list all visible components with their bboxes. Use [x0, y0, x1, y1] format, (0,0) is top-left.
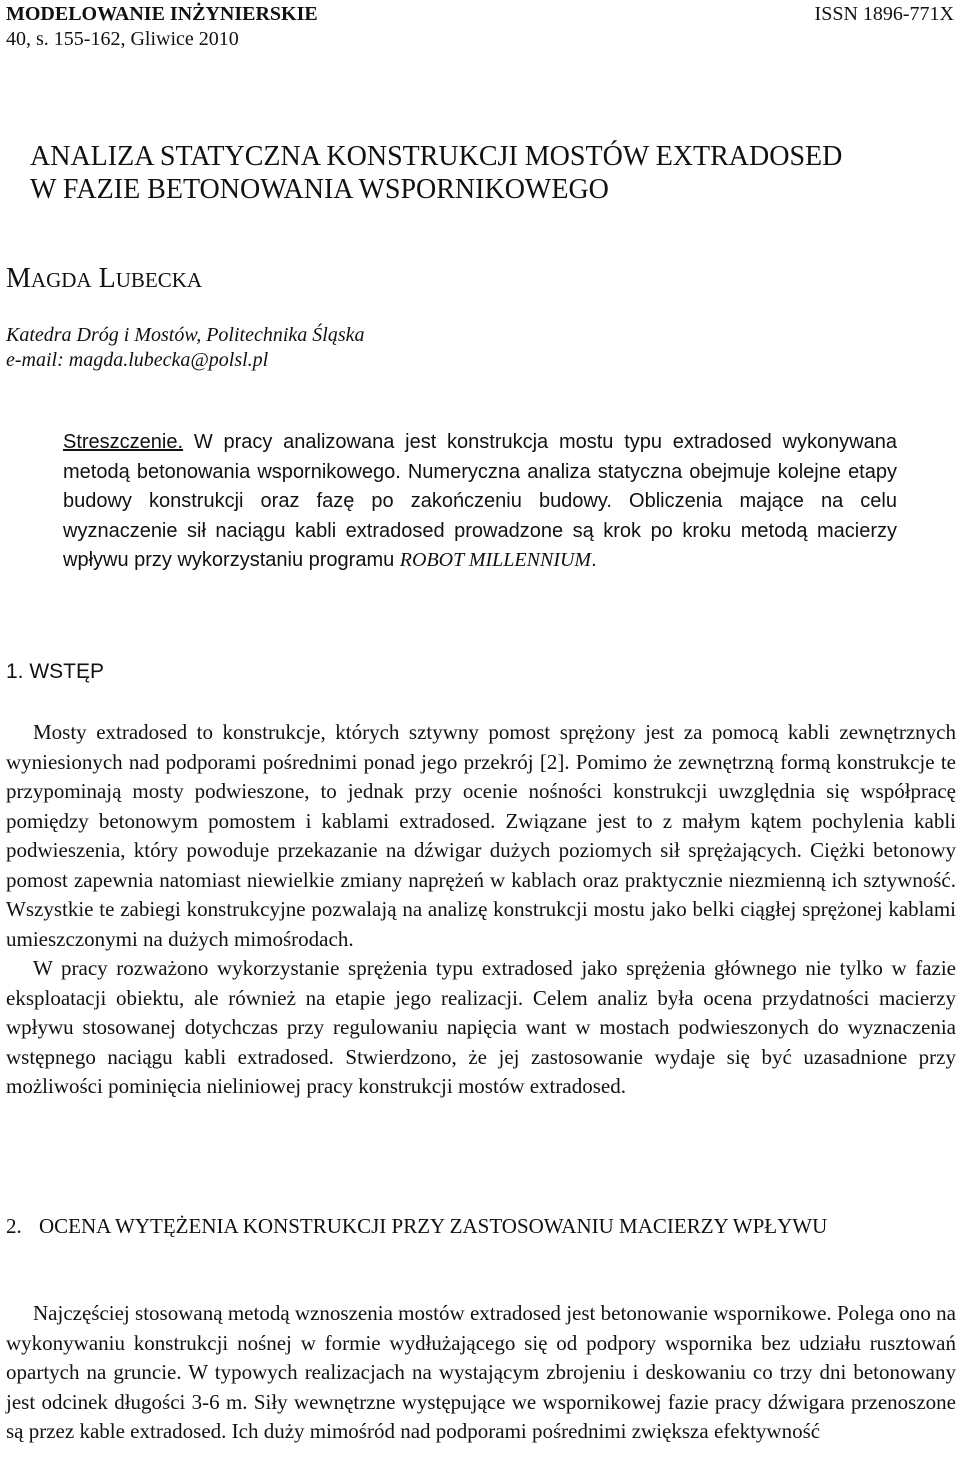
title-line-2: W FAZIE BETONOWANIA WSPORNIKOWEGO	[30, 174, 609, 205]
section-2-number: 2.	[6, 1214, 22, 1238]
author-first-initial: M	[6, 263, 31, 294]
journal-issue: 40, s. 155-162, Gliwice 2010	[6, 28, 239, 50]
abstract-text: W pracy analizowana jest konstrukcja mostu typu extradosed wykonywana metodą betonowania wspornikowego. Numeryczna analiza statyczna obejmuje kolejne etapy budowy konstrukcji oraz fazę po zakończeniu budowy. Obliczenia mające na celu wyznaczenie sił naciągu kabli extradosed prowadzone są krok po kroku metodą macierzy wpływu przy wykorzystaniu programu	[63, 431, 897, 571]
author-affiliation-block	[6, 323, 365, 373]
abstract-end: .	[591, 549, 597, 571]
section-2-heading	[6, 1211, 956, 1241]
section-1-body	[6, 718, 956, 1102]
journal-name: MODELOWANIE INŻYNIERSKIE	[6, 3, 318, 25]
section-2-body	[6, 1299, 956, 1447]
author-last-initial: L	[98, 263, 116, 294]
issn: ISSN 1896-771X	[814, 3, 954, 25]
abstract-label: Streszczenie.	[63, 431, 184, 453]
affiliation: Katedra Dróg i Mostów, Politechnika Śląska	[6, 324, 365, 346]
author-first-rest: AGDA	[30, 268, 92, 292]
paper-title	[30, 140, 940, 206]
author-last-rest: UBECKA	[115, 268, 203, 292]
section-2-title: OCENA WYTĘŻENIA KONSTRUKCJI PRZY ZASTOSOWANIU MACIERZY WPŁYWU	[39, 1214, 828, 1238]
section-1-heading: 1. WSTĘP	[6, 660, 105, 683]
abstract	[63, 428, 897, 576]
author-name	[6, 263, 202, 296]
email[interactable]: e-mail: magda.lubecka@polsl.pl	[6, 349, 269, 371]
paragraph: Mosty extradosed to konstrukcje, których sztywny pomost sprężony jest za pomocą kabli zewnętrznych wyniesionych nad podporami pośrednimi ponad jego przekrój [2]. Pomimo że zewnętrzną formą konstrukcje te przypominają mosty podwieszone, to jednak przy ocenie nośności konstrukcji uwzględnia się współpracę pomiędzy betonowym pomostem i kablami extradosed. Związane jest to z małym kątem pochylenia kabli podwieszenia, który powoduje przekazanie na dźwigar dużych poziomych sił sprężających. Ciężki betonowy pomost zapewnia natomiast niewielkie zmiany naprężeń w kablach oraz praktycznie niezmienną ich sztywność. Wszystkie te zabiegi konstrukcyjne pozwalają na analizę konstrukcji mostu jako belki ciągłej sprężonej kablami umieszczonymi na dużych mimośrodach.	[6, 720, 956, 951]
paragraph: W pracy rozważono wykorzystanie sprężenia typu extradosed jako sprężenia głównego nie tylko w fazie eksploatacji obiektu, ale również na etapie jego realizacji. Celem analiz była ocena przydatności macierzy wpływu stosowanej dotychczas przy regulowaniu napięcia want w mostach podwieszonych do wyznaczenia wstępnego naciągu kabli extradosed. Stwierdzono, że jej zastosowanie wydaje się być uzasadnione przy możliwości pominięcia nieliniowej pracy konstrukcji mostów extradosed.	[6, 956, 956, 1098]
journal-header	[6, 2, 954, 52]
abstract-program: ROBOT MILLENNIUM	[399, 549, 592, 571]
paragraph: Najczęściej stosowaną metodą wznoszenia mostów extradosed jest betonowanie wspornikowe. Polega ono na wykonywaniu konstrukcji nośnej w formie wydłużającego się od podpory wspornika bez udziału rusztowań opartych na gruncie. W typowych realizacjach na wystającym zbrojeniu i deskowaniu co trzy dni betonowany jest odcinek długości 3-6 m. Siły wewnętrzne występujące we wspornikowej fazie pracy dźwigara przenoszone są przez kable extradosed. Ich duży mimośród nad podporami pośrednimi zwiększa efektywność	[6, 1301, 956, 1443]
title-line-1: ANALIZA STATYCZNA KONSTRUKCJI MOSTÓW EXTRADOSED	[30, 141, 843, 172]
